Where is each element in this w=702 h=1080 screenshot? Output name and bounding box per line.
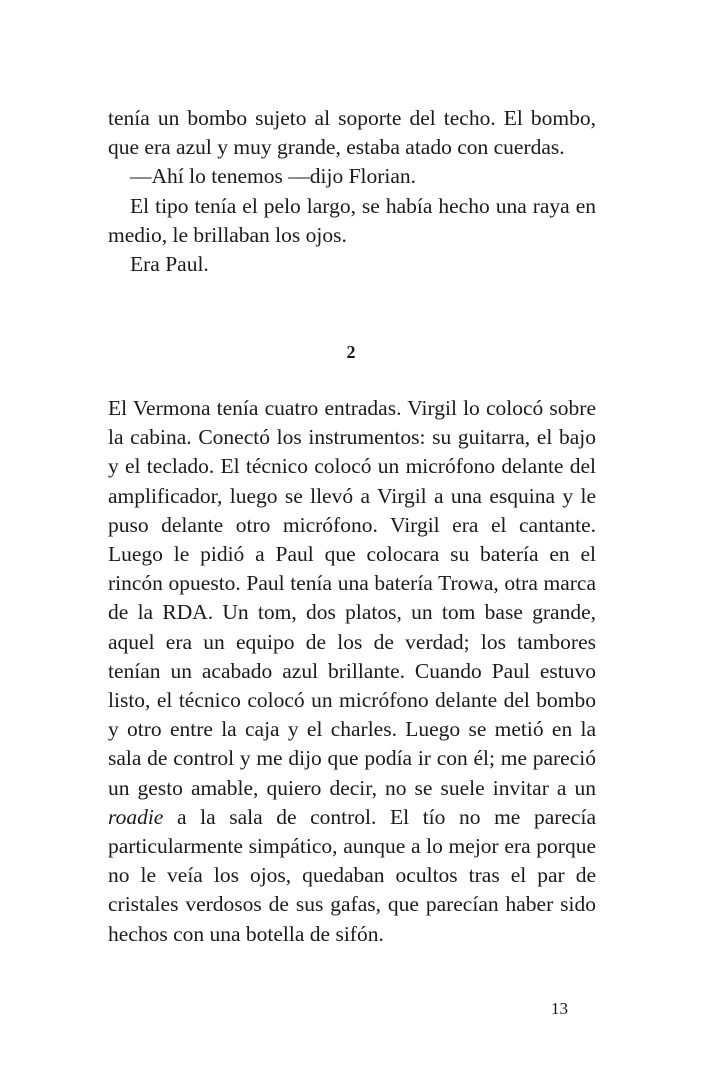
chapter-paragraph: [108, 394, 596, 949]
paragraph-dialogue: —Ahí lo tenemos —dijo Florian.: [130, 164, 417, 189]
chapter-text-part-1: El Vermona tenía cuatro entradas. Virgil lo colocó sobre la cabina. Conectó los instrumentos: su guitarra, el bajo y el teclado. El técnico colocó un micrófono delante del amplificador, luego se llevó a Virgil a una esquina y le puso delante otro micrófono. Virgil era el cantante. Luego le pidió a Paul que colocara su batería en el rincón opuesto. Paul tenía una batería Trowa, otra marca de la RDA. Un tom, dos platos, un tom base grande, aquel era un equipo de los de verdad; los tambores tenían un acabado azul brillante. Cuando Paul estuvo listo, el técnico colocó un micrófono delante del bombo y otro entre la caja y el charles. Luego se metió en la sala de control y me dijo que podía ir con él; me pareció un gesto amable, quiero decir, no se suele invitar a un: [108, 396, 596, 800]
italic-word: roadie: [108, 804, 164, 829]
chapter-text-part-2: a la sala de control. El tío no me parecía particularmente simpático, aunque a lo mejor era porque no le veía los ojos, quedaban ocultos tras el par de cristales verdosos de sus gafas, que parecían haber sido hechos con una botella de sifón.: [108, 804, 596, 946]
paragraph-continuation: tenía un bombo sujeto al soporte del techo. El bombo, que era azul y muy grande, estaba atado con cuerdas.: [108, 106, 596, 160]
page-number: 13: [551, 999, 568, 1018]
chapter-body: [108, 394, 596, 949]
paragraph-closing: Era Paul.: [130, 252, 209, 277]
previous-section-text: [108, 104, 596, 279]
paragraph-description: El tipo tenía el pelo largo, se había hecho una raya en medio, le brillaban los ojos.: [108, 193, 596, 247]
chapter-number: 2: [346, 342, 356, 362]
